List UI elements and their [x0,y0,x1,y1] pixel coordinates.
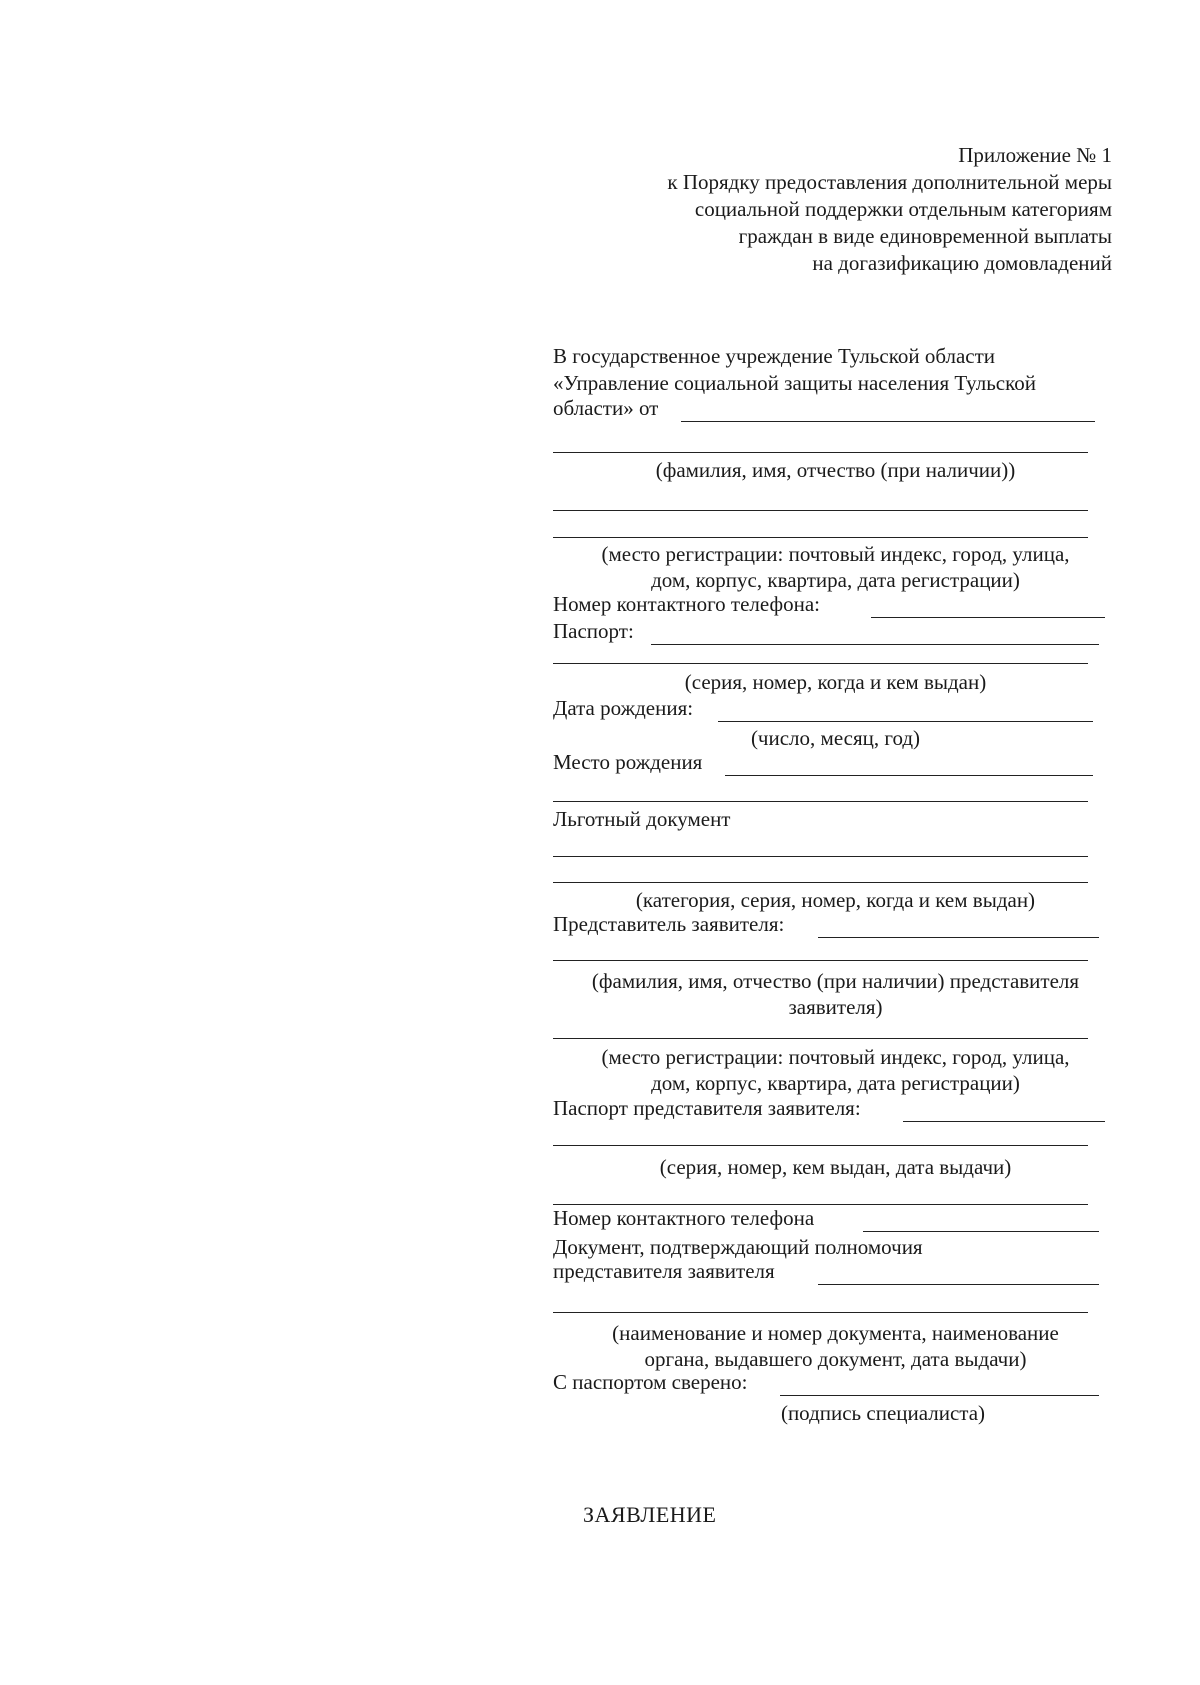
specialist-signature-caption: (подпись специалиста) [780,1401,986,1425]
passport-checked-field[interactable] [553,1370,1105,1398]
authority-doc-label: представителя заявителя [553,1259,775,1283]
appendix-heading [552,142,1112,277]
authority-doc-caption: органа, выдавшего документ, дата выдачи) [644,1347,1027,1371]
rep-phone-blank[interactable] [863,1231,1099,1232]
rep-registration-caption: дом, корпус, квартира, дата регистрации) [651,1071,1020,1095]
addressee-line: области» от [553,396,659,420]
rep-passport-blank-3[interactable] [553,1204,1088,1205]
rep-passport-blank-2[interactable] [553,1145,1088,1146]
appendix-line: социальной поддержки отдельным категориям [694,197,1112,221]
registration-blank-2[interactable] [553,537,1088,538]
authority-doc-blank[interactable] [818,1284,1099,1285]
phone-label: Номер контактного телефона: [553,592,820,616]
applicant-from-blank[interactable] [681,421,1095,422]
authority-doc-label: Документ, подтверждающий полномочия [553,1235,923,1259]
appendix-line: к Порядку предоставления дополнительной меры [667,170,1112,194]
birthdate-field[interactable] [553,696,1105,724]
birthplace-blank[interactable] [725,775,1093,776]
rep-phone-field[interactable] [553,1206,1105,1234]
phone-field[interactable] [553,592,1105,620]
passport-label: Паспорт: [553,619,634,643]
authority-doc-blank-2[interactable] [553,1312,1088,1313]
rep-registration-caption: (место регистрации: почтовый индекс, город, улица, [601,1045,1070,1069]
birthplace-label: Место рождения [553,750,703,774]
rep-phone-label: Номер контактного телефона [553,1206,815,1230]
addressee-line: В государственное учреждение Тульской области [553,344,996,368]
authority-doc-caption: (наименование и номер документа, наименование [612,1321,1059,1345]
rep-passport-caption: (серия, номер, кем выдан, дата выдачи) [659,1155,1012,1179]
birthdate-caption: (число, месяц, год) [750,726,921,750]
representative-label: Представитель заявителя: [553,912,785,936]
registration-caption: дом, корпус, квартира, дата регистрации) [651,568,1020,592]
appendix-line: Приложение № 1 [958,143,1112,167]
birthdate-blank[interactable] [718,721,1093,722]
benefit-doc-label: Льготный документ [553,807,731,831]
registration-caption: (место регистрации: почтовый индекс, город, улица, [601,542,1070,566]
rep-fio-caption: (фамилия, имя, отчество (при наличии) представителя [591,969,1080,993]
passport-blank-2[interactable] [553,663,1088,664]
appendix-line: на догазификацию домовладений [812,251,1112,275]
representative-blank-2[interactable] [553,960,1088,961]
benefit-doc-blank-2[interactable] [553,882,1088,883]
passport-blank[interactable] [651,644,1099,645]
rep-passport-blank[interactable] [903,1121,1105,1122]
birthplace-field[interactable] [553,750,1105,778]
passport-field[interactable] [553,619,1105,647]
specialist-signature-blank[interactable] [780,1395,1099,1396]
statement-title: ЗАЯВЛЕНИЕ [583,1502,717,1527]
benefit-doc-caption: (категория, серия, номер, когда и кем выдан) [635,888,1036,912]
representative-field[interactable] [553,912,1105,940]
fio-caption: (фамилия, имя, отчество (при наличии)) [655,458,1016,482]
rep-passport-label: Паспорт представителя заявителя: [553,1096,861,1120]
rep-fio-caption: заявителя) [788,995,883,1019]
appendix-line: граждан в виде единовременной выплаты [738,224,1112,248]
fio-blank[interactable] [553,452,1088,453]
passport-checked-label: С паспортом сверено: [553,1370,748,1394]
phone-blank[interactable] [871,617,1105,618]
birthplace-blank-2[interactable] [553,801,1088,802]
rep-passport-field[interactable] [553,1096,1105,1124]
rep-registration-blank[interactable] [553,1038,1088,1039]
applicant-from-field[interactable] [553,396,1105,424]
addressee-line: «Управление социальной защиты населения Тульской [553,371,1036,395]
benefit-doc-blank-1[interactable] [553,856,1088,857]
authority-doc-field[interactable] [553,1259,1105,1287]
representative-blank[interactable] [818,937,1099,938]
birthdate-label: Дата рождения: [553,696,694,720]
passport-caption: (серия, номер, когда и кем выдан) [684,670,987,694]
registration-blank-1[interactable] [553,510,1088,511]
